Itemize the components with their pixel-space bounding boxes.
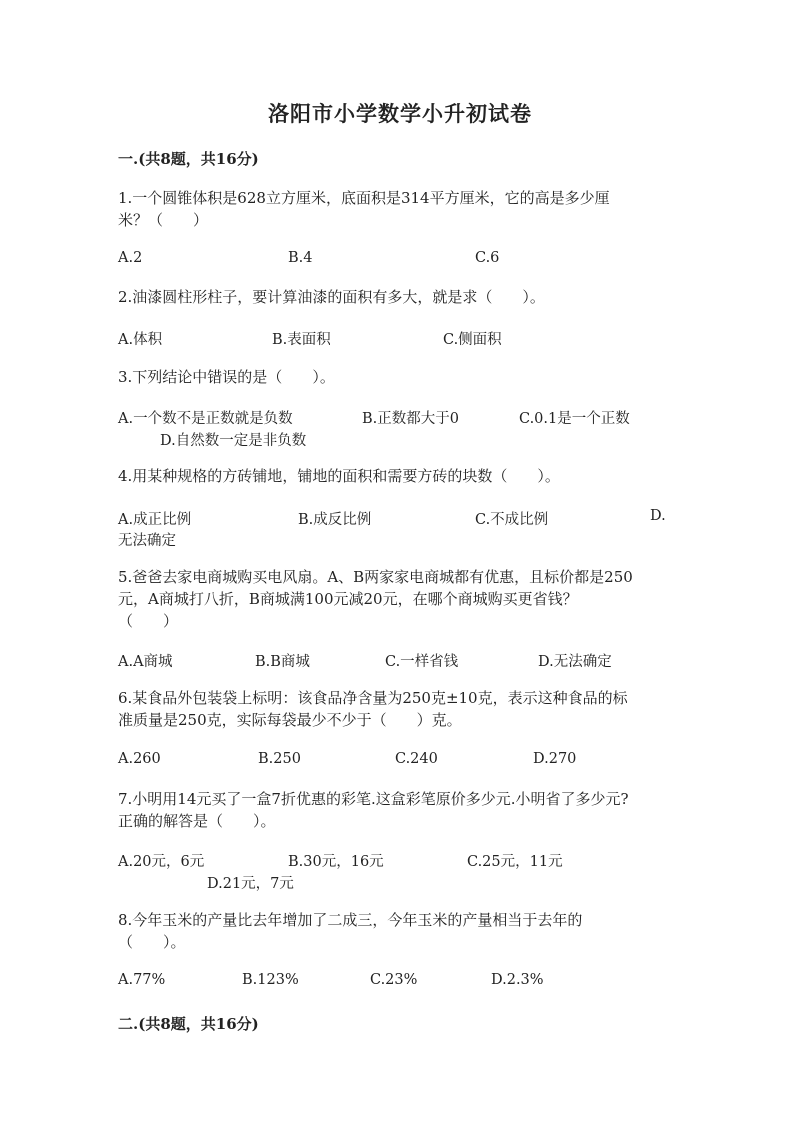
option-a: A.2 [118,250,143,266]
option-b: B.正数都大于0 [362,411,459,427]
question-text: 5.爸爸去家电商城购买电风扇。A、B两家家电商城都有优惠，且标价都是250 [118,568,633,586]
option-a: A.体积 [118,332,163,348]
question-text: （ ）。 [118,933,186,951]
question-text: 米？（ ） [118,211,209,229]
question-text: 6.某食品外包装袋上标明：该食品净含量为250克±10克，表示这种食品的标 [118,689,628,707]
option-c: C.240 [395,751,438,767]
question-text: 准质量是250克，实际每袋最少不少于（ ）克。 [118,711,462,729]
exam-title: 洛阳市小学数学小升初试卷 [268,101,532,126]
option-c: C.一样省钱 [385,654,459,670]
option-a: A.77% [118,972,166,988]
option-c: C.侧面积 [443,332,502,348]
option-a: A.一个数不是正数就是负数 [118,411,293,427]
question-text: 8.今年玉米的产量比去年增加了二成三，今年玉米的产量相当于去年的 [118,911,583,929]
option-c: C.6 [475,250,500,266]
section-header-2: 二.(共8题，共16分) [118,1015,259,1033]
option-d-text: 无法确定 [118,533,176,549]
option-c: C.不成比例 [475,512,549,528]
option-b: B.30元，16元 [288,854,384,870]
question-text: （ ） [118,612,179,630]
option-a: A.260 [118,751,161,767]
question-text: 7.小明用14元买了一盒7折优惠的彩笔.这盒彩笔原价多少元.小明省了多少元? [118,790,629,808]
option-d: D. [650,508,666,524]
option-d: D.无法确定 [538,654,612,670]
question-text: 元，A商城打八折，B商城满100元减20元，在哪个商城购买更省钱？ [118,590,578,608]
question-text: 1.一个圆锥体积是628立方厘米，底面积是314平方厘米，它的高是多少厘 [118,189,610,207]
option-b: B.123% [242,972,299,988]
option-c: C.0.1是一个正数 [519,411,630,427]
question-text: 2.油漆圆柱形柱子，要计算油漆的面积有多大，就是求（ ）。 [118,288,545,306]
option-a: A.A商城 [118,654,173,670]
option-d: D.21元，7元 [207,876,294,892]
option-a: A.成正比例 [118,512,192,528]
option-c: C.25元，11元 [467,854,563,870]
option-d: D.270 [533,751,577,767]
option-b: B.250 [258,751,301,767]
option-b: B.成反比例 [298,512,372,528]
question-text: 正确的解答是（ ）。 [118,812,276,830]
option-b: B.B商城 [255,654,310,670]
section-header-1: 一.(共8题，共16分) [118,150,259,168]
option-d: D.2.3% [491,972,544,988]
question-text: 4.用某种规格的方砖铺地，铺地的面积和需要方砖的块数（ ）。 [118,467,560,485]
option-a: A.20元，6元 [118,854,205,870]
option-b: B.表面积 [272,332,331,348]
option-d: D.自然数一定是非负数 [160,433,307,449]
option-c: C.23% [370,972,418,988]
question-text: 3.下列结论中错误的是（ ）。 [118,368,335,386]
option-b: B.4 [288,250,313,266]
